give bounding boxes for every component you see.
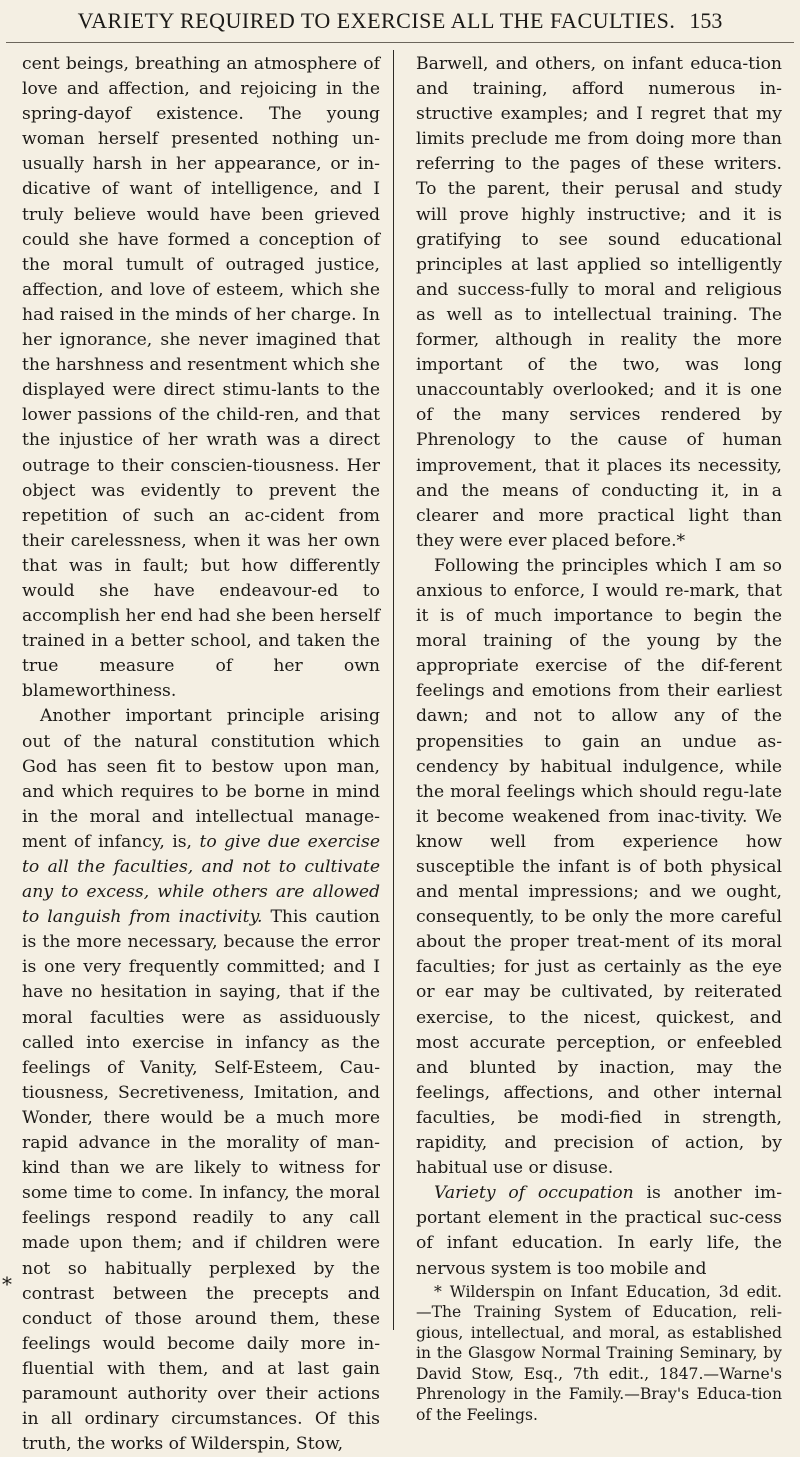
paragraph-variety xyxy=(416,1181,782,1281)
running-head: VARIETY REQUIRED TO EXERCISE ALL THE FACULTIES. xyxy=(77,8,676,33)
left-column xyxy=(22,52,380,1457)
footnote: * Wilderspin on Infant Education, 3d edit. —The Training System of Education, reli-gious, intellectual, and moral, as established in the Glasgow Normal Training Seminary, by David Stow, Esq., 7th edit., 1847.—Warne's Phrenology in the Family.—Bray's Educa-tion of the Feelings. xyxy=(416,1282,782,1424)
paragraph-continued: Barwell, and others, on infant educa-tion and training, afford numerous in-structive examples; and I regret that my limits preclude me from doing more than referring to the pages of these writers. To the parent, their perusal and study will prove highly instructive; and it is gratifying to see sound educational principles at last applied so intelligently and success-fully to moral and religious as well as to intellectual training. The former, although in reality the more important of the two, was long unaccountably overlooked; and it is one of the many services rendered by Phrenology to the cause of human improvement, that it places its necessity, and the means of conducting it, in a clearer and more practical light than they were ever placed before.* xyxy=(416,54,782,551)
paragraph-continued: cent beings, breathing an atmosphere of love and affection, and rejoicing in the spring-dayof existence. The young woman herself presented nothing un-usually harsh in her appearance, or in-dicative of want of intelligence, and I truly believe would have been grieved could she have formed a conception of the moral tumult of outraged justice, affection, and love of esteem, which she had raised in the minds of her charge. In her ignorance, she never imagined that the harshness and resentment which she displayed were direct stimu-lants to the lower passions of the child-ren, and that the injustice of her wrath was a direct outrage to their conscien-tiousness. Her object was evidently to prevent the repetition of such an ac-cident from their carelessness, when it was her own that was in fault; but how differently would she have endeavour-ed to accomplish her end had she been herself trained in a better school, and taken the true measure of her own blameworthiness. xyxy=(22,54,380,702)
margin-asterisk: * xyxy=(2,1272,12,1296)
paragraph-moral-training: Following the principles which I am so anxious to enforce, I would re-mark, that it is of much importance to begin the moral training of the young by the appropriate exercise of the dif-ferent feelings and emotions from their earliest dawn; and not to allow any of the propensities to gain an undue as-cendency by habitual indulgence, while the moral feelings which should regu-late it become weakened from inac-tivity. We know well from experience how susceptible the infant is of both physical and mental impressions; and we ought, consequently, to be only the more careful about the proper treat-ment of its moral faculties; for just as certainly as the eye or ear may be cultivated, by reiterated exercise, to the nicest, quickest, and most accurate perception, or enfeebled and blunted by inaction, may the feelings, affections, and other internal faculties, be modi-fied in strength, rapidity, and precision of action, by habitual use or disuse. xyxy=(416,555,782,1179)
paragraph-text: is another im-portant element in the practical suc-cess of infant education. In early life, the nervous system is too mobile and xyxy=(416,1183,783,1279)
column-divider xyxy=(393,50,394,1330)
paragraph-text: Another important principle arising out of the natural constitution which God has seen fit to bestow upon man, and which requires to be borne in mind in the moral and intellectual manage-ment of infancy, is, xyxy=(22,706,380,852)
emphasized-phrase: Variety of occupation xyxy=(434,1183,634,1204)
emphasized-principle: to give due exercise to all the faculties, and not to cultivate any to excess, while others are allowed to languish from inactivity. xyxy=(22,831,380,928)
page-number: 153 xyxy=(689,8,723,33)
paragraph-faculties xyxy=(22,704,380,1457)
page-header xyxy=(0,0,800,42)
paragraph-text: This caution is the more necessary, because the error is one very frequently committed; and I have no hesitation in saying, that if the moral faculties were as assiduously called into exercise in infancy as the feelings of Vanity, Self-Esteem, Cau-tiousness, Secretiveness, Imitation, and Wonder, there would be a much more rapid advance in the morality of man-kind than we are likely to witness for some time to come. In infancy, the moral feelings respond readily to any call made upon them; and if children were not so habitually perplexed by the contrast between the precepts and conduct of those around them, these feelings would become daily more in-fluential with them, and at last gain paramount authority over their actions in all ordinary circumstances. Of this truth, the works of Wilderspin, Stow, xyxy=(22,907,381,1455)
right-column xyxy=(416,52,782,1425)
header-rule xyxy=(6,42,794,43)
